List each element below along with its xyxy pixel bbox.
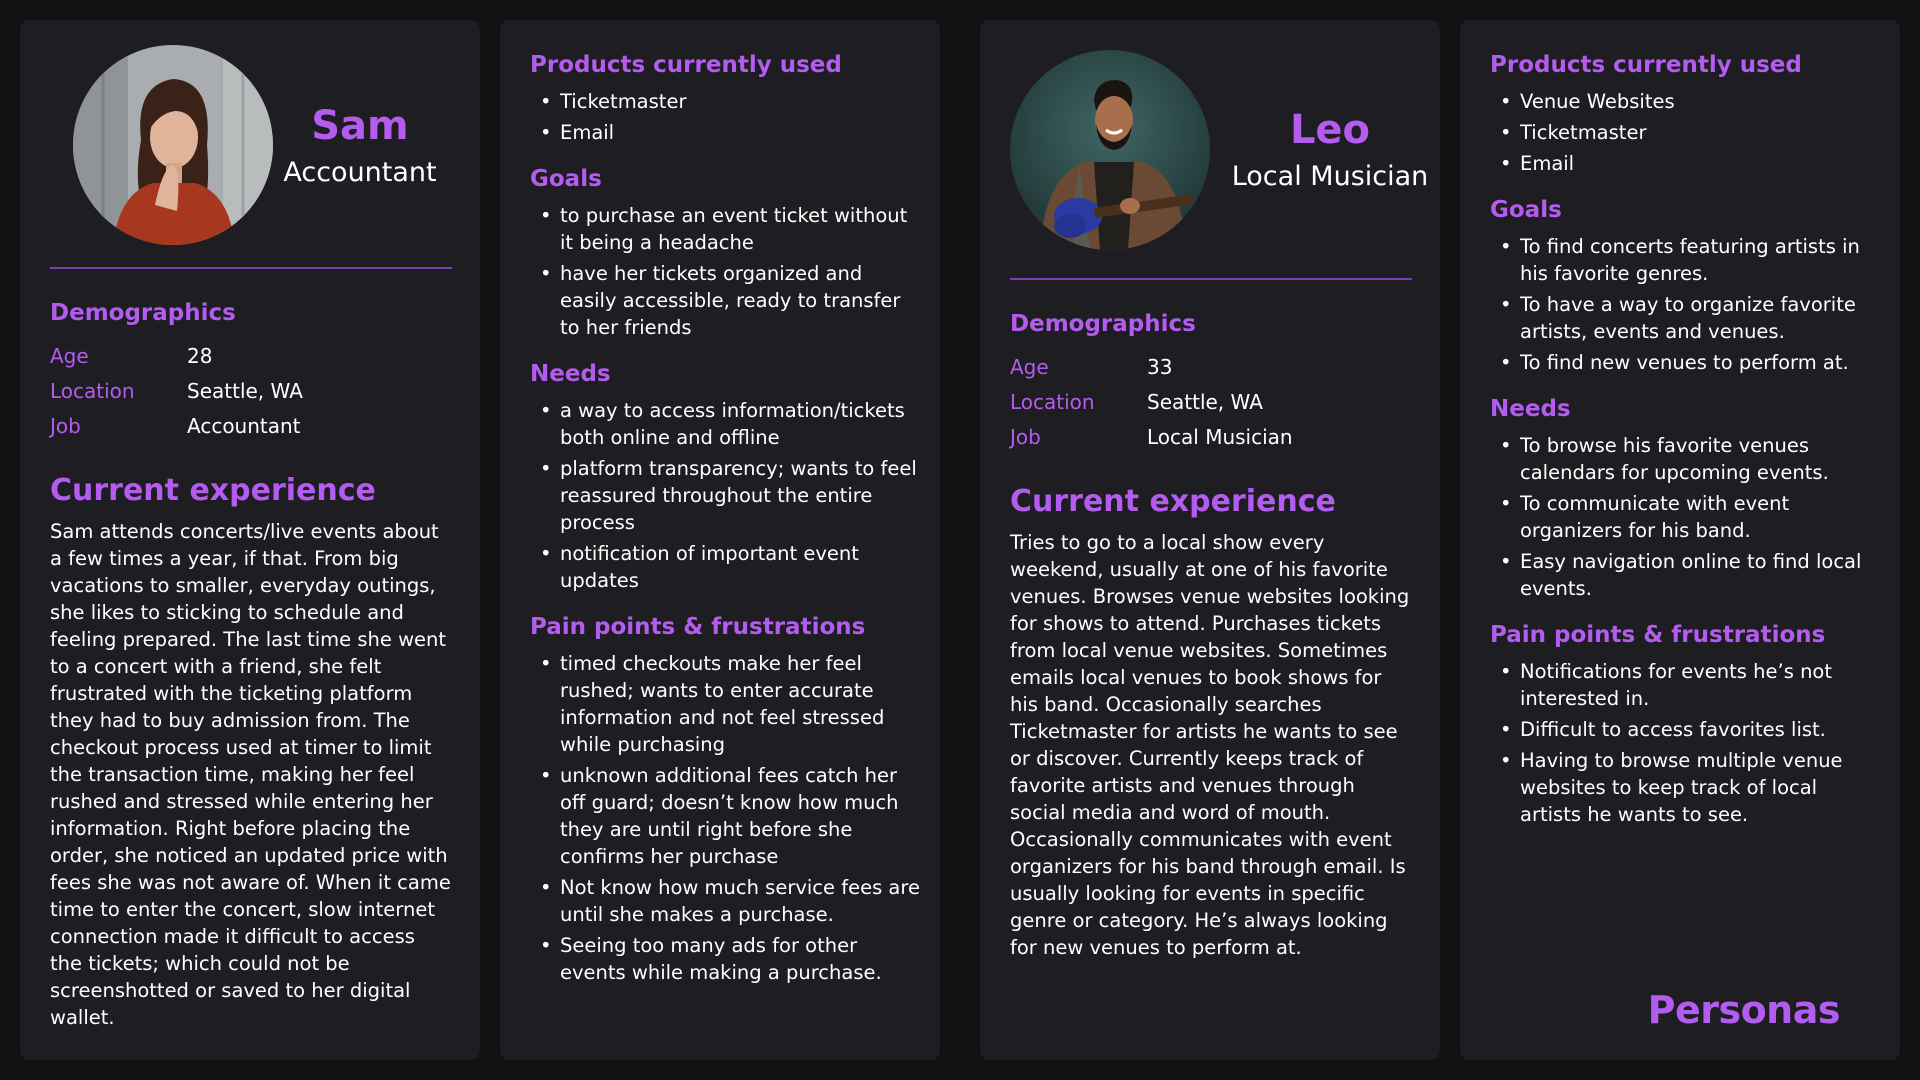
sam-products-heading: Products currently used: [530, 52, 842, 78]
sam-avatar: [73, 45, 273, 245]
leo-job-row: [1010, 419, 1412, 454]
list-item: • have her tickets organized and easily accessible, ready to transfer to her friends: [530, 260, 920, 341]
list-item: • Notifications for events he’s not interested in.: [1490, 658, 1880, 712]
sam-role: Accountant: [283, 157, 437, 188]
leo-name: Leo: [1289, 107, 1371, 153]
sam-experience: [50, 472, 452, 1031]
list-item: • unknown additional fees catch her off guard; doesn’t know how much they are until right before she confirms her purchase: [530, 762, 920, 870]
list-item: • To find concerts featuring artists in his favorite genres.: [1490, 233, 1880, 287]
leo-goals-list: [1490, 233, 1880, 376]
leo-photo-illustration: [1010, 50, 1210, 250]
personas-brand: Personas: [1647, 988, 1840, 1032]
sam-age-value: 28: [187, 343, 213, 368]
list-item: • Ticketmaster: [530, 88, 920, 115]
sam-job-row: [50, 408, 452, 443]
sam-needs-heading: Needs: [530, 361, 611, 387]
sam-needs-list: [530, 397, 920, 594]
list-item: • to purchase an event ticket without it being a headache: [530, 202, 920, 256]
list-item: • Difficult to access favorites list.: [1490, 716, 1880, 743]
sam-location-label: Location: [50, 378, 135, 403]
list-item: • To browse his favorite venues calendars for upcoming events.: [1490, 432, 1880, 486]
leo-experience-heading: Current experience: [1010, 484, 1336, 519]
leo-products-list: [1490, 88, 1880, 177]
sam-job-value: Accountant: [187, 413, 301, 438]
list-item: • To find new venues to perform at.: [1490, 349, 1880, 376]
list-item: • Easy navigation online to find local events.: [1490, 548, 1880, 602]
leo-details-content: [1490, 50, 1880, 832]
sam-location-value: Seattle, WA: [187, 378, 303, 403]
sam-age-row: [50, 338, 452, 373]
sam-demographics: [50, 298, 452, 443]
sam-experience-heading: Current experience: [50, 473, 376, 508]
list-item: • Venue Websites: [1490, 88, 1880, 115]
sam-demographics-heading: Demographics: [50, 300, 236, 326]
sam-age-label: Age: [50, 343, 89, 368]
leo-location-label: Location: [1010, 389, 1095, 414]
list-item: • a way to access information/tickets both online and offline: [530, 397, 920, 451]
leo-job-label: Job: [1010, 424, 1041, 449]
list-item: • Not know how much service fees are until she makes a purchase.: [530, 874, 920, 928]
list-item: • Having to browse multiple venue websites to keep track of local artists he wants to see.: [1490, 747, 1880, 828]
sam-pain-list: [530, 650, 920, 986]
list-item: • Email: [1490, 150, 1880, 177]
leo-demographics-table: [1010, 349, 1412, 454]
leo-needs-heading: Needs: [1490, 396, 1571, 422]
leo-age-row: [1010, 349, 1412, 384]
leo-profile-card: [980, 20, 1440, 1060]
leo-role: Local Musician: [1231, 161, 1429, 192]
leo-goals-heading: Goals: [1490, 197, 1562, 223]
list-item: • timed checkouts make her feel rushed; wants to enter accurate information and not feel stressed while purchasing: [530, 650, 920, 758]
sam-goals-heading: Goals: [530, 166, 602, 192]
leo-age-label: Age: [1010, 354, 1049, 379]
list-item: • notification of important event updates: [530, 540, 920, 594]
leo-details-card: [1460, 20, 1900, 1060]
list-item: • Seeing too many ads for other events while making a purchase.: [530, 932, 920, 986]
sam-name: Sam: [311, 103, 409, 149]
sam-goals-list: [530, 202, 920, 341]
list-item: • To have a way to organize favorite artists, events and venues.: [1490, 291, 1880, 345]
leo-avatar: [1010, 50, 1210, 250]
leo-location-value: Seattle, WA: [1147, 389, 1263, 414]
leo-pain-heading: Pain points & frustrations: [1490, 622, 1826, 648]
leo-age-value: 33: [1147, 354, 1173, 379]
sam-photo-illustration: [73, 45, 273, 245]
sam-demographics-table: [50, 338, 452, 443]
leo-divider: [1010, 278, 1412, 280]
leo-demographics-heading: Demographics: [1010, 311, 1196, 337]
leo-job-value: Local Musician: [1147, 424, 1293, 449]
leo-needs-list: [1490, 432, 1880, 602]
list-item: • Ticketmaster: [1490, 119, 1880, 146]
leo-products-heading: Products currently used: [1490, 52, 1802, 78]
leo-pain-list: [1490, 658, 1880, 828]
sam-location-row: [50, 373, 452, 408]
sam-details-content: [530, 50, 920, 990]
list-item: • Email: [530, 119, 920, 146]
sam-products-list: [530, 88, 920, 146]
leo-experience: [1010, 483, 1412, 961]
sam-divider: [50, 267, 452, 269]
sam-pain-heading: Pain points & frustrations: [530, 614, 866, 640]
list-item: • To communicate with event organizers for his band.: [1490, 490, 1880, 544]
leo-location-row: [1010, 384, 1412, 419]
list-item: • platform transparency; wants to feel reassured throughout the entire process: [530, 455, 920, 536]
leo-demographics: [1010, 309, 1412, 454]
sam-experience-text: Sam attends concerts/live events about a few times a year, if that. From big vacations to smaller, everyday outings, she likes to sticking to schedule and feeling prepared. The last time she went to a concert with a friend, she felt frustrated with the ticketing platform they had to buy admission from. The checkout process used at timer to limit the transaction time, making her feel rushed and stressed while entering her information. Right before placing the order, she noticed an updated price with fees she was not aware of. When it came time to enter the concert, slow internet connection made it difficult to access the tickets; which could not be screenshotted or saved to her digital wallet.: [50, 520, 451, 1029]
sam-profile-card: [20, 20, 480, 1060]
leo-experience-text: Tries to go to a local show every weekend, usually at one of his favorite venues. Browses venue websites looking for shows to attend. Purchases tickets from local venue websites. Sometimes emails local venues to book shows for his band. Occasionally searches Ticketmaster for artists he wants to see or discover. Currently keeps track of favorite artists and venues through social media and word of mouth. Occasionally communicates with event organizers for his band through email. Is usually looking for events in specific genre or category. He’s always looking for new venues to perform at.: [1010, 531, 1410, 959]
sam-details-card: [500, 20, 940, 1060]
sam-job-label: Job: [50, 413, 81, 438]
